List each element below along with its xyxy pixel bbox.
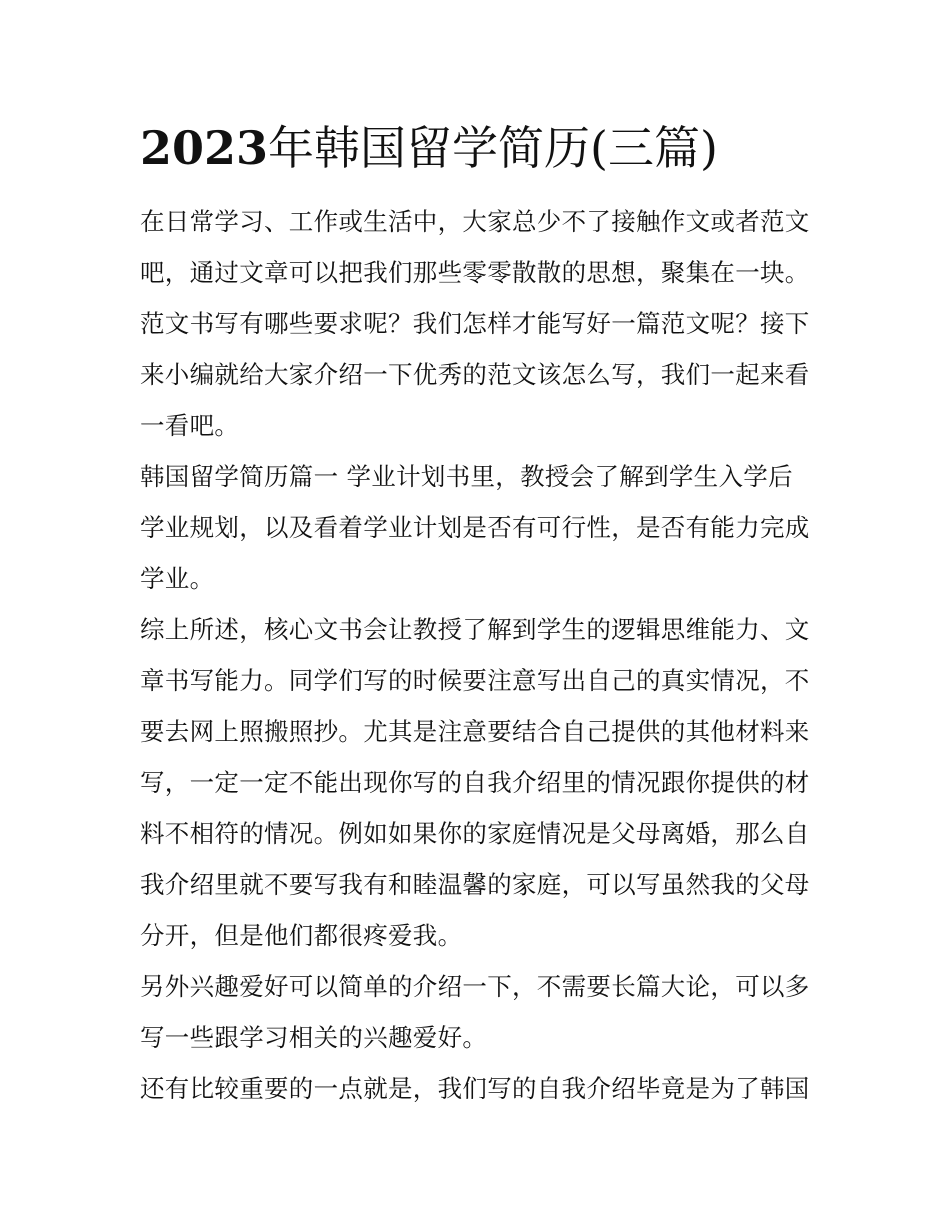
text-line: 一看吧。 <box>140 411 240 440</box>
text-line: 写，一定一定不能出现你写的自我介绍里的情况跟你提供的材 <box>140 768 810 797</box>
text-line: 要去网上照搬照抄。尤其是注意要结合自己提供的其他材料来 <box>140 717 810 746</box>
text-line: 范文书写有哪些要求呢？我们怎样才能写好一篇范文呢？接下 <box>140 309 810 338</box>
section-one-paragraph <box>140 451 820 604</box>
text-line: 另外兴趣爱好可以简单的介绍一下，不需要长篇大论，可以多 <box>140 972 810 1001</box>
intro-paragraph <box>140 196 820 451</box>
closing-paragraph <box>140 1063 820 1114</box>
text-line: 还有比较重要的一点就是，我们写的自我介绍毕竟是为了韩国 <box>140 1074 810 1103</box>
document-title <box>140 118 718 178</box>
text-line: 分开，但是他们都很疼爱我。 <box>140 921 463 950</box>
text-line: 学业。 <box>140 564 215 593</box>
text-line: 在日常学习、工作或生活中，大家总少不了接触作文或者范文 <box>140 207 810 236</box>
text-line: 我介绍里就不要写我有和睦温馨的家庭，可以写虽然我的父母 <box>140 870 810 899</box>
document-body <box>140 196 820 1114</box>
text-line: 韩国留学简历篇一 学业计划书里，教授会了解到学生入学后 <box>140 462 793 491</box>
title-text: 年韩国留学简历(三篇) <box>268 121 718 175</box>
text-line: 料不相符的情况。例如如果你的家庭情况是父母离婚，那么自 <box>140 819 810 848</box>
text-line: 来小编就给大家介绍一下优秀的范文该怎么写，我们一起来看 <box>140 360 810 389</box>
text-line: 学业规划，以及看着学业计划是否有可行性，是否有能力完成 <box>140 513 810 542</box>
hobby-paragraph <box>140 961 820 1063</box>
text-line: 章书写能力。同学们写的时候要注意写出自己的真实情况，不 <box>140 666 810 695</box>
title-year: 2023 <box>140 121 269 175</box>
text-line: 综上所述，核心文书会让教授了解到学生的逻辑思维能力、文 <box>140 615 810 644</box>
text-line: 吧，通过文章可以把我们那些零零散散的思想，聚集在一块。 <box>140 258 810 287</box>
text-line: 写一些跟学习相关的兴趣爱好。 <box>140 1023 488 1052</box>
summary-paragraph <box>140 604 820 961</box>
